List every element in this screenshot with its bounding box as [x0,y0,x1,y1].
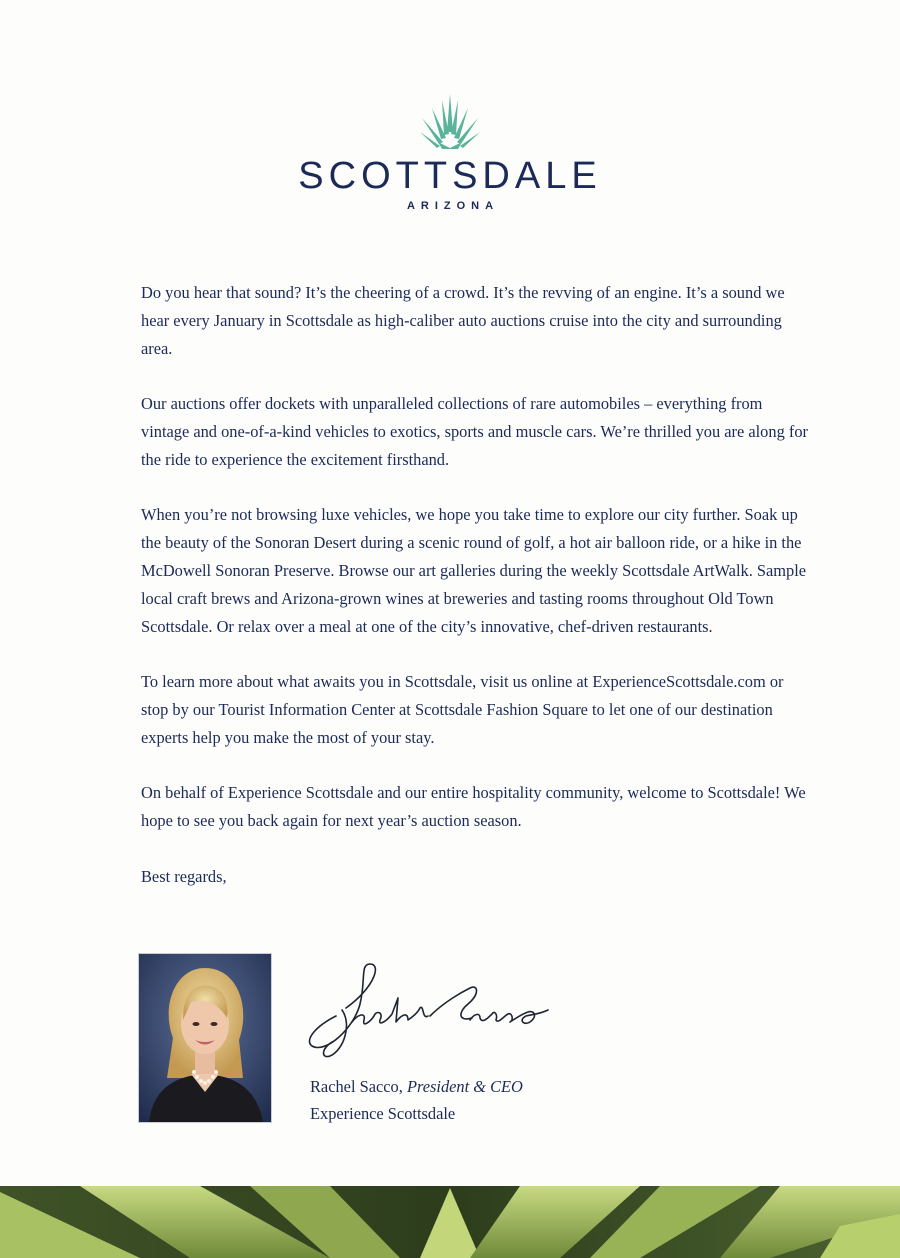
agave-plant-photo [0,1186,900,1258]
letter-closing: Best regards, [141,866,227,886]
logo-wordmark: SCOTTSDALE [298,155,602,197]
letter-paragraph: When you’re not browsing luxe vehicles, we hope you take time to explore our city further. Soak up the beauty of the Sonoran Desert during a scenic round of golf, a hot air balloon ride, or a hike in the McDowell Sonoran Preserve. Browse our art galleries during the weekly Scottsdale ArtWalk. Sample local craft brews and Arizona-grown wines at breweries and tasting rooms throughout Old Town Scottsdale. Or relax over a meal at one of the city’s innovative, chef-driven restaurants. [141,505,807,636]
signature-block [310,1073,523,1127]
signer-title: President & CEO [406,1077,523,1096]
signer-organization: Experience Scottsdale [310,1104,456,1123]
handwritten-signature [302,958,552,1068]
logo-subtitle: ARIZONA [406,200,500,212]
signer-name: Rachel Sacco, [310,1077,403,1096]
signer-line [310,1073,523,1100]
letter-body [141,279,813,891]
agave-leaf-icon [418,92,482,150]
portrait-photo [138,953,272,1123]
letter-paragraph: To learn more about what awaits you in Scottsdale, visit us online at ExperienceScottsdale.com or stop by our Tourist Information Center at Scottsdale Fashion Square to let one of our destination experts help you make the most of your stay. [141,672,784,747]
letter-paragraph: On behalf of Experience Scottsdale and our entire hospitality community, welcome to Scottsdale! We hope to see you back again for next year’s auction season. [141,783,806,831]
letter-paragraph: Do you hear that sound? It’s the cheering of a crowd. It’s the revving of an engine. It’s a sound we hear every January in Scottsdale as high-caliber auto auctions cruise into the city and surrounding area. [141,283,785,358]
letter-paragraph: Our auctions offer dockets with unparalleled collections of rare automobiles – everything from vintage and one-of-a-kind vehicles to exotics, sports and muscle cars. We’re thrilled you are along for the ride to experience the excitement firsthand. [141,394,808,469]
scottsdale-logo [0,92,900,212]
